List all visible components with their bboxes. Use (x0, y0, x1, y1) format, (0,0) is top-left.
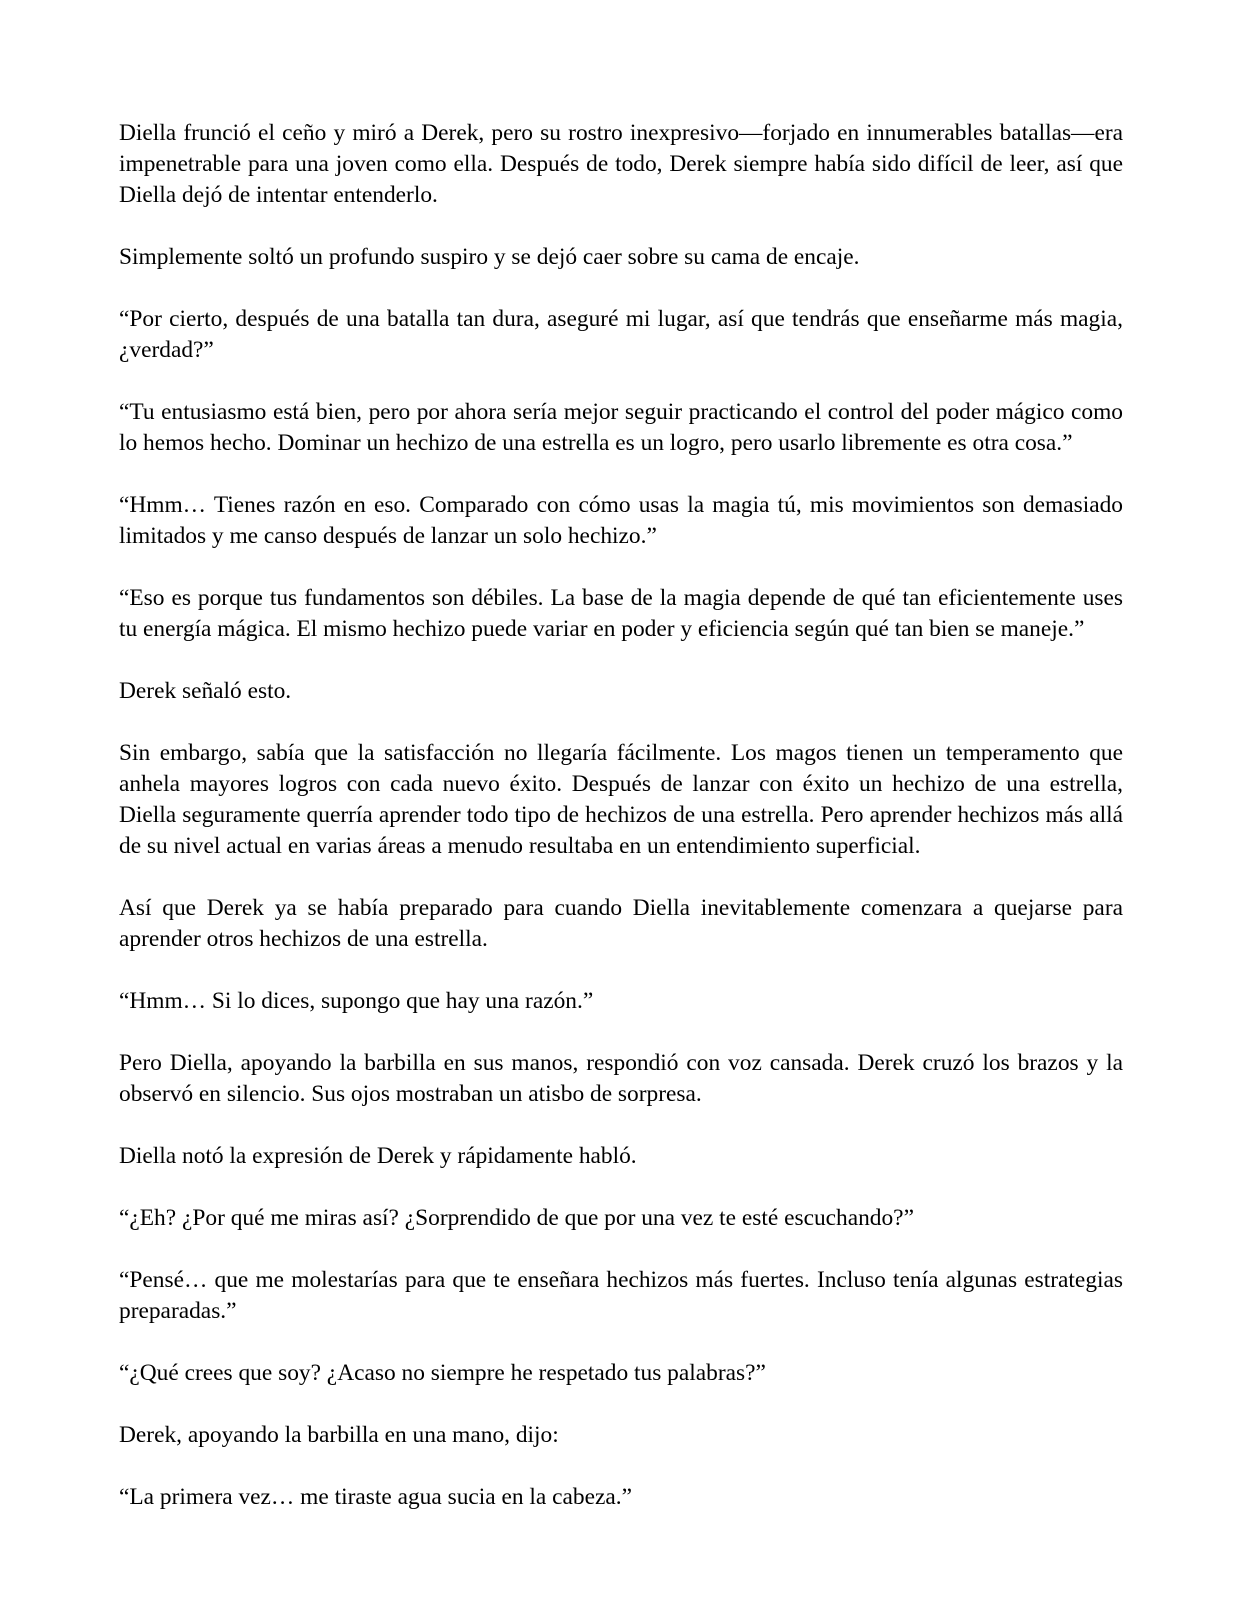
paragraph: Diella notó la expresión de Derek y rápidamente habló. (119, 1143, 637, 1169)
paragraph: “Tu entusiasmo está bien, pero por ahora sería mejor seguir practicando el control del poder mágico como lo hemos hecho. Dominar un hechizo de una estrella es un logro, pero usarlo libremente es otra cosa.” (119, 399, 1123, 456)
paragraph: “Hmm… Si lo dices, supongo que hay una razón.” (119, 988, 594, 1014)
paragraph: “Por cierto, después de una batalla tan dura, aseguré mi lugar, así que tendrás que enseñarme más magia, ¿verdad?” (119, 306, 1123, 363)
paragraph: Diella frunció el ceño y miró a Derek, pero su rostro inexpresivo—forjado en innumerables batallas—era impenetrable para una joven como ella. Después de todo, Derek siempre había sido difícil de leer, así que Diella dejó de intentar entenderlo. (119, 120, 1123, 208)
document-body (119, 118, 1123, 1513)
paragraph: “Hmm… Tienes razón en eso. Comparado con cómo usas la magia tú, mis movimientos son demasiado limitados y me canso después de lanzar un solo hechizo.” (119, 492, 1123, 549)
paragraph: “Pensé… que me molestarías para que te enseñara hechizos más fuertes. Incluso tenía algunas estrategias preparadas.” (119, 1267, 1123, 1324)
paragraph: Derek señaló esto. (119, 678, 292, 704)
paragraph: Simplemente soltó un profundo suspiro y se dejó caer sobre su cama de encaje. (119, 244, 860, 270)
paragraph: “¿Qué crees que soy? ¿Acaso no siempre he respetado tus palabras?” (119, 1360, 766, 1386)
paragraph: “Eso es porque tus fundamentos son débiles. La base de la magia depende de qué tan eficientemente uses tu energía mágica. El mismo hechizo puede variar en poder y eficiencia según qué tan bien se maneje.” (119, 585, 1123, 642)
paragraph: “La primera vez… me tiraste agua sucia en la cabeza.” (119, 1484, 632, 1510)
paragraph: Pero Diella, apoyando la barbilla en sus manos, respondió con voz cansada. Derek cruzó los brazos y la observó en silencio. Sus ojos mostraban un atisbo de sorpresa. (119, 1050, 1123, 1107)
paragraph: “¿Eh? ¿Por qué me miras así? ¿Sorprendido de que por una vez te esté escuchando?” (119, 1205, 914, 1231)
paragraph: Así que Derek ya se había preparado para cuando Diella inevitablemente comenzara a quejarse para aprender otros hechizos de una estrella. (119, 895, 1123, 952)
paragraph: Derek, apoyando la barbilla en una mano, dijo: (119, 1422, 559, 1448)
paragraph: Sin embargo, sabía que la satisfacción no llegaría fácilmente. Los magos tienen un temperamento que anhela mayores logros con cada nuevo éxito. Después de lanzar con éxito un hechizo de una estrella, Diella seguramente querría aprender todo tipo de hechizos de una estrella. Pero aprender hechizos más allá de su nivel actual en varias áreas a menudo resultaba en un entendimiento superficial. (119, 740, 1123, 859)
